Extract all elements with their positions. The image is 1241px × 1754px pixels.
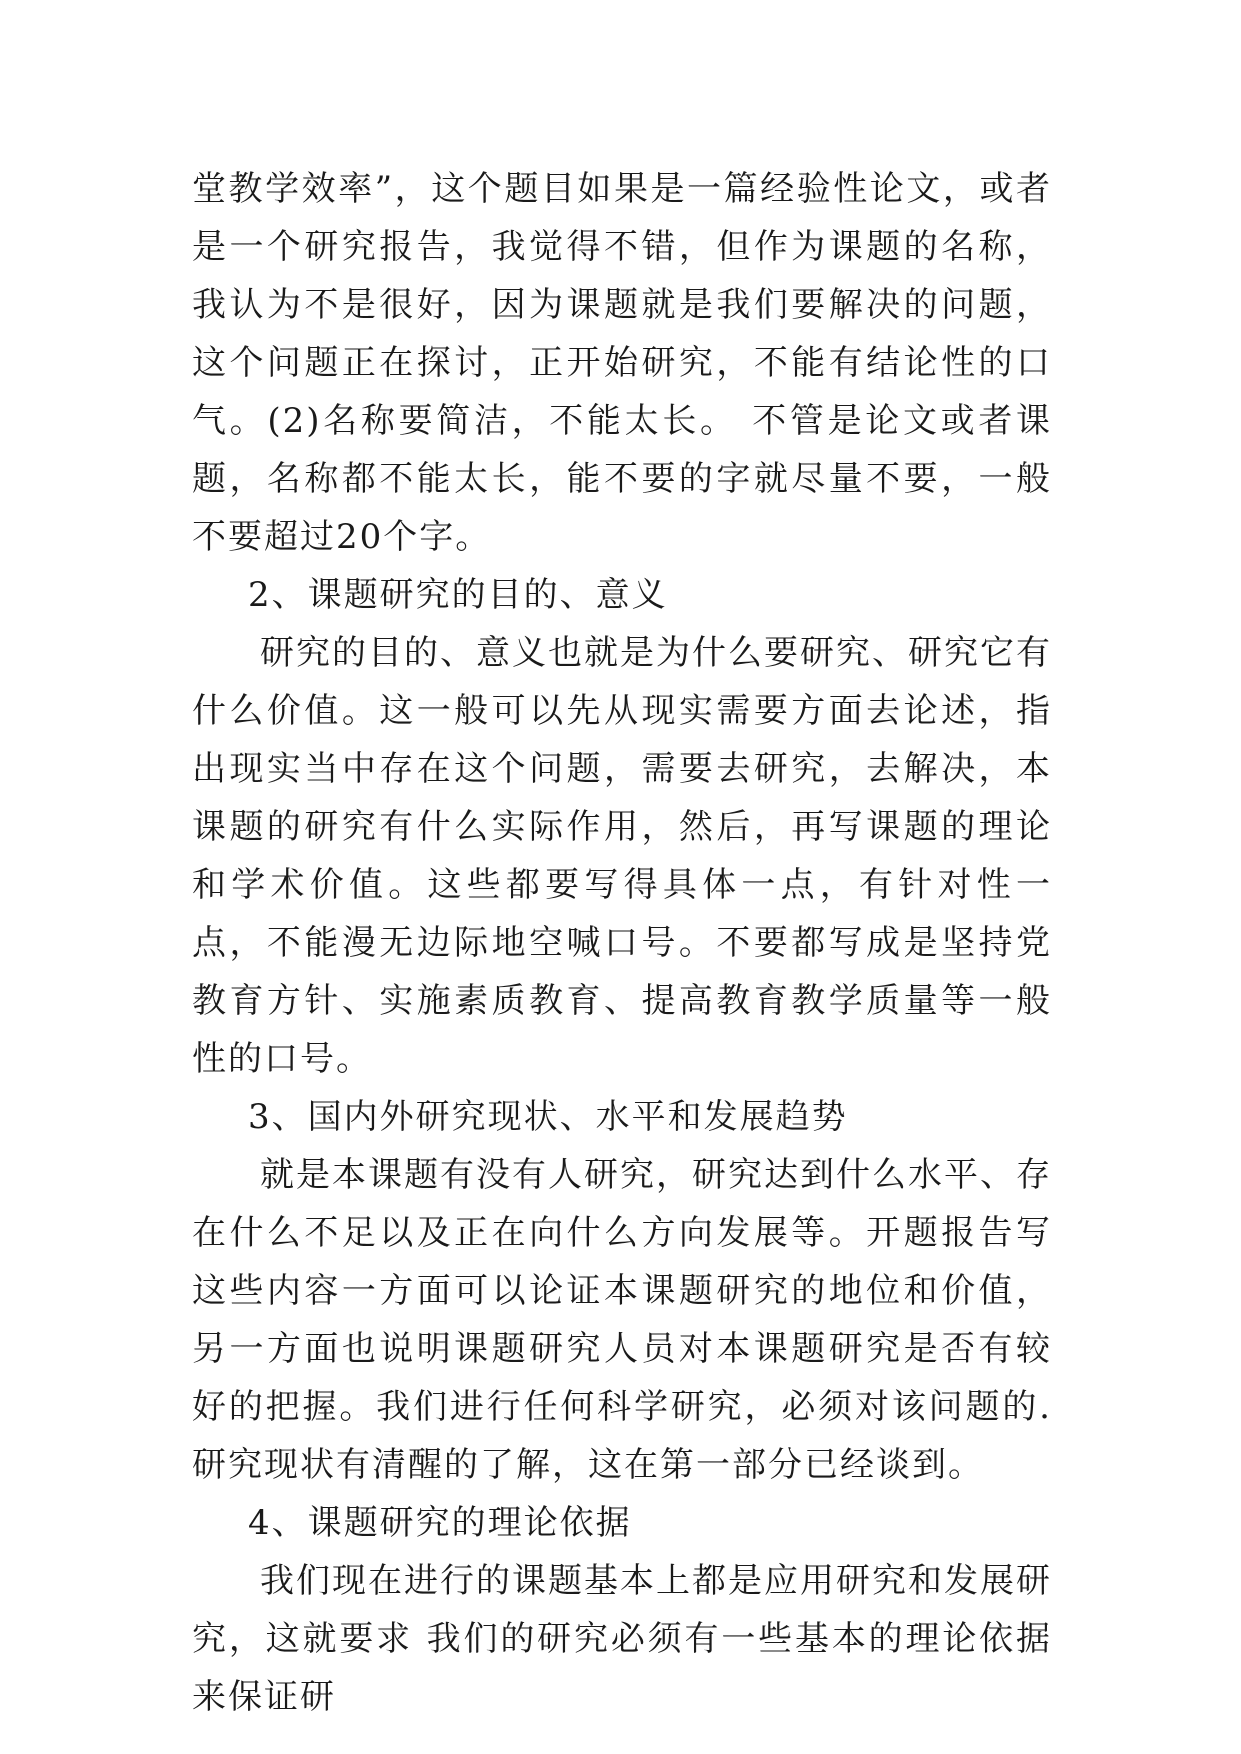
document-body — [192, 160, 1052, 1726]
section-heading-status: 3、国内外研究现状、水平和发展趋势 — [248, 1097, 848, 1137]
paragraph-status: 就是本课题有没有人研究，研究达到什么水平、存在什么不足以及正在向什么方向发展等。开题报告写这些内容一方面可以论证本课题研究的地位和价值，另一方面也说明课题研究人员对本课题研究是否有较好的把握。我们进行任何科学研究，必须对该问题的.研究现状有清醒的了解，这在第一部分已经谈到。 — [192, 1155, 1052, 1485]
section-heading-theory: 4、课题研究的理论依据 — [248, 1503, 632, 1543]
paragraph-purpose: 研究的目的、意义也就是为什么要研究、研究它有什么价值。这一般可以先从现实需要方面去论述，指出现实当中存在这个问题，需要去研究，去解决，本课题的研究有什么实际作用，然后，再写课题的理论和学术价值。这些都要写得具体一点，有针对性一点，不能漫无边际地空喊口号。不要都写成是坚持党教育方针、实施素质教育、提高教育教学质量等一般性的口号。 — [192, 633, 1052, 1079]
paragraph-theory: 我们现在进行的课题基本上都是应用研究和发展研究，这就要求 我们的研究必须有一些基本的理论依据来保证研 — [192, 1561, 1052, 1717]
section-heading-purpose: 2、课题研究的目的、意义 — [248, 575, 668, 615]
paragraph-title-guidance: 堂教学效率”，这个题目如果是一篇经验性论文，或者是一个研究报告，我觉得不错，但作为课题的名称，我认为不是很好，因为课题就是我们要解决的问题，这个问题正在探讨，正开始研究，不能有结论性的口气。(2)名称要简洁，不能太长。 不管是论文或者课题，名称都不能太长，能不要的字就尽量不要，一般不要超过20个字。 — [192, 169, 1052, 557]
